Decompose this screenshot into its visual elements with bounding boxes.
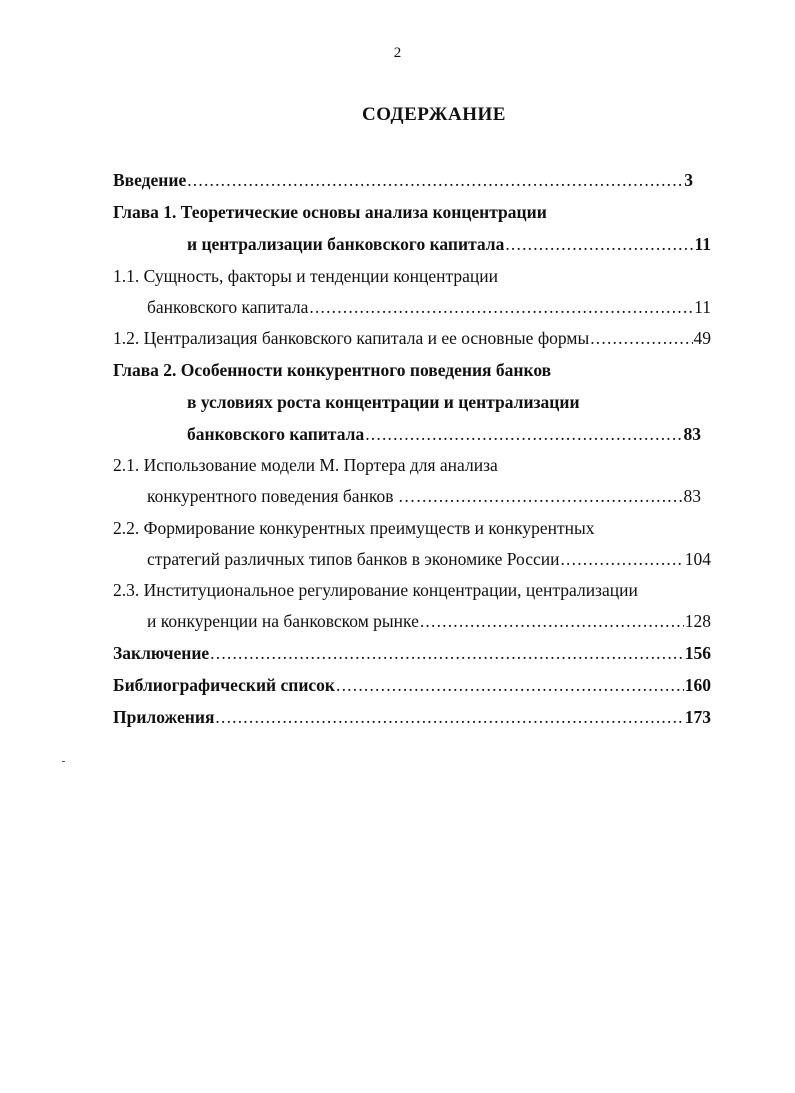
toc-page-number: 160 xyxy=(684,675,711,695)
toc-page-number: 173 xyxy=(684,707,711,727)
toc-leader-dots xyxy=(560,547,683,571)
toc-leader-dots xyxy=(336,673,684,697)
toc-entry-label: и централизации банковского капитала xyxy=(187,234,505,254)
toc-leader-dots xyxy=(309,295,693,319)
toc-leader-dots xyxy=(420,609,684,633)
toc-section-2-1-line-1: 2.1. Использование модели М. Портера для анализа xyxy=(113,455,498,475)
toc-chapter-2-line-2: в условиях роста концентрации и централизации xyxy=(187,392,580,412)
toc-chapter-1-line-1: Глава 1. Теоретические основы анализа концентрации xyxy=(113,202,547,222)
toc-entry-label: 1.2. Централизация банковского капитала и ее основные формы xyxy=(113,328,590,348)
toc-leader-dots xyxy=(187,168,683,192)
toc-leader-dots xyxy=(416,484,682,508)
toc-entry-appendices xyxy=(113,705,711,729)
toc-entry-label: банковского капитала xyxy=(187,424,365,444)
toc-page-number: 11 xyxy=(694,234,711,254)
scan-speck xyxy=(62,761,65,762)
toc-entry-label: конкурентного поведения банков … xyxy=(147,486,416,506)
toc-chapter-2-entry xyxy=(187,422,701,446)
toc-entry-introduction xyxy=(113,168,693,192)
toc-page-number: 156 xyxy=(684,643,711,663)
toc-entry-label: Заключение xyxy=(113,643,210,663)
toc-entry-label: Введение xyxy=(113,170,187,190)
toc-leader-dots xyxy=(505,232,693,256)
toc-entry-label: Библиографический список xyxy=(113,675,336,695)
toc-section-1-2-entry xyxy=(113,326,711,350)
toc-entry-label: Приложения xyxy=(113,707,215,727)
toc-section-2-3-line-1: 2.3. Институциональное регулирование концентрации, централизации xyxy=(113,580,638,600)
toc-entry-bibliography xyxy=(113,673,711,697)
toc-entry-label: и конкуренции на банковском рынке xyxy=(147,611,419,631)
toc-page-number: 49 xyxy=(693,328,711,348)
page-title: СОДЕРЖАНИЕ xyxy=(362,104,506,125)
toc-section-2-3-entry xyxy=(147,609,711,633)
toc-section-2-1-entry xyxy=(147,484,701,508)
toc-chapter-1-entry xyxy=(187,232,711,256)
toc-page-number: 128 xyxy=(684,611,711,631)
toc-page-number: 83 xyxy=(683,486,701,506)
toc-page-number: 83 xyxy=(683,424,701,444)
toc-section-1-1-entry xyxy=(147,295,711,319)
toc-page-number: 3 xyxy=(684,170,693,190)
toc-leader-dots xyxy=(215,705,683,729)
toc-entry-label: банковского капитала xyxy=(147,297,309,317)
toc-leader-dots xyxy=(210,641,684,665)
toc-entry-conclusion xyxy=(113,641,711,665)
toc-section-2-2-entry xyxy=(147,547,711,571)
toc-entry-label: стратегий различных типов банков в экономике России xyxy=(147,549,560,569)
toc-section-2-2-line-1: 2.2. Формирование конкурентных преимуществ и конкурентных xyxy=(113,518,595,538)
toc-leader-dots xyxy=(365,422,682,446)
toc-chapter-2-line-1: Глава 2. Особенности конкурентного поведения банков xyxy=(113,360,552,380)
page-number: 2 xyxy=(393,45,402,61)
toc-section-1-1-line-1: 1.1. Сущность, факторы и тенденции концентрации xyxy=(113,266,498,286)
toc-leader-dots xyxy=(590,326,692,350)
toc-page-number: 11 xyxy=(694,297,711,317)
toc-page-number: 104 xyxy=(684,549,711,569)
